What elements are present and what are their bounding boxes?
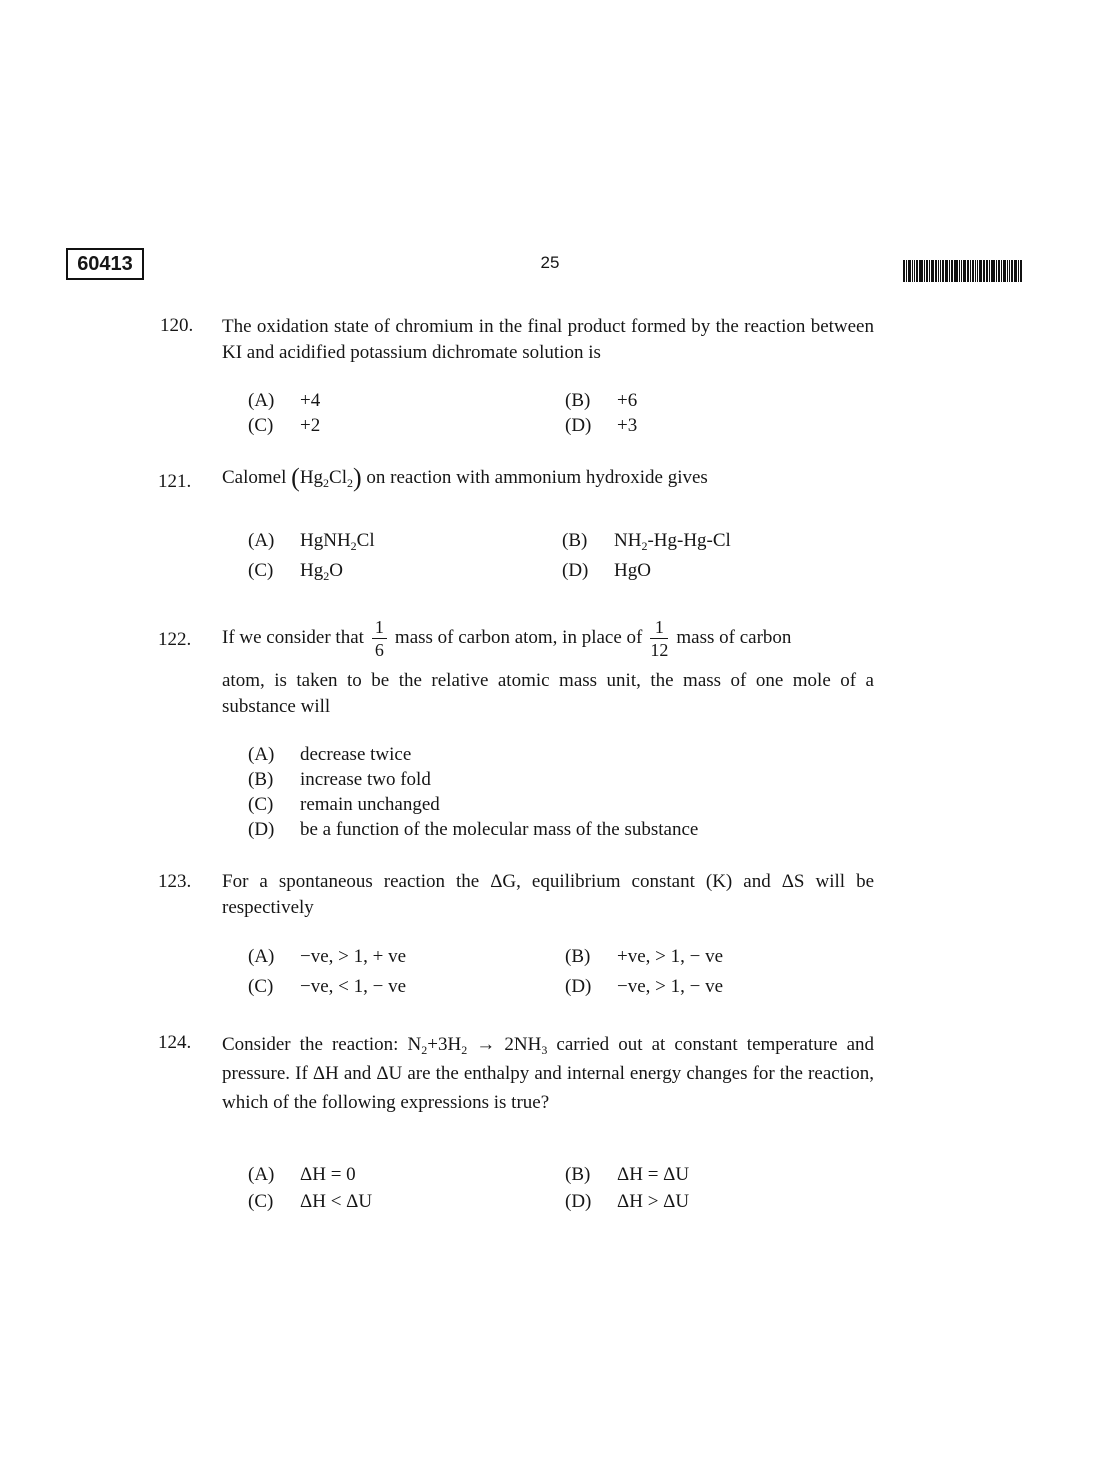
option-text: decrease twice <box>300 744 412 765</box>
option-label: (D) <box>562 560 589 581</box>
question-text-part: Calomel <box>222 467 287 488</box>
barcode-bar <box>931 260 934 282</box>
page-number: 25 <box>540 253 560 272</box>
option-text: +2 <box>300 415 321 436</box>
option-121-c <box>248 560 343 582</box>
barcode-bar <box>1001 260 1002 282</box>
formula-subscript: 2 <box>641 539 648 553</box>
fraction-one-sixth <box>372 616 387 661</box>
fraction-numerator: 1 <box>650 616 668 639</box>
barcode-bar <box>945 260 948 282</box>
option-120-d <box>565 415 637 437</box>
question-text-123: For a spontaneous reaction the ΔG, equilibrium constant (K) and ΔS will be respectively <box>222 871 874 918</box>
option-124-c <box>248 1191 372 1213</box>
option-label: (C) <box>248 560 274 581</box>
barcode-bar <box>967 260 969 282</box>
option-123-b <box>565 946 723 968</box>
formula-text: -Hg-Hg-Cl <box>647 530 731 551</box>
barcode-bar <box>951 260 953 282</box>
option-label: (A) <box>248 744 275 765</box>
barcode-bar <box>919 260 923 282</box>
question-number-123: 123. <box>158 871 192 892</box>
eq-subscript: 2 <box>421 1043 428 1057</box>
barcode-bar <box>986 260 988 282</box>
formula-subscript: 2 <box>323 476 330 490</box>
barcode-bar <box>929 260 930 282</box>
option-text: +6 <box>617 390 638 411</box>
eq-subscript: 3 <box>541 1043 548 1057</box>
barcode-bar <box>963 260 966 282</box>
barcode-bar <box>935 260 937 282</box>
option-123-d <box>565 976 723 998</box>
formula-element: Hg <box>299 467 324 488</box>
option-label: (C) <box>248 976 274 997</box>
option-text: +ve, > 1, − ve <box>617 946 724 967</box>
barcode-bar <box>903 260 905 282</box>
option-label: (D) <box>565 415 592 436</box>
reaction-equation <box>408 1034 548 1055</box>
formula-text: HgNH <box>300 530 351 551</box>
question-text-part: mass of carbon atom, in place of <box>394 626 643 648</box>
barcode-bar <box>1007 260 1008 282</box>
option-label: (C) <box>248 1191 274 1212</box>
option-label: (B) <box>565 390 591 411</box>
barcode-bar <box>991 260 995 282</box>
formula-text: Hg <box>300 560 324 581</box>
option-label: (A) <box>248 946 275 967</box>
barcode-bar <box>906 260 907 282</box>
option-label: (B) <box>565 1164 591 1185</box>
barcode-bar <box>1018 260 1019 282</box>
barcode-bar <box>1011 260 1013 282</box>
option-124-d <box>565 1191 689 1213</box>
option-label: (A) <box>248 530 275 551</box>
option-label: (D) <box>565 976 592 997</box>
option-124-b <box>565 1164 689 1186</box>
barcode-bar <box>914 260 915 282</box>
barcode-bar <box>970 260 971 282</box>
barcode-bar <box>908 260 911 282</box>
option-text: ΔH = 0 <box>300 1164 356 1185</box>
option-121-a <box>248 530 375 552</box>
option-label: (A) <box>248 1164 275 1185</box>
option-text: −ve, < 1, − ve <box>300 976 407 997</box>
option-label: (A) <box>248 390 275 411</box>
option-text: remain unchanged <box>300 794 440 815</box>
question-number-124: 124. <box>158 1032 192 1053</box>
barcode-image <box>903 260 1035 282</box>
option-121-b <box>562 530 731 552</box>
barcode-bar <box>996 260 997 282</box>
paper-code-box: 60413 <box>66 248 144 280</box>
option-text: −ve, > 1, − ve <box>617 976 724 997</box>
question-text-124 <box>222 1030 874 1117</box>
eq-subscript: 2 <box>461 1043 468 1057</box>
barcode-bar <box>912 260 913 282</box>
question-text-121 <box>222 465 882 491</box>
option-label: (B) <box>565 946 591 967</box>
question-text-120: The oxidation state of chromium in the final product formed by the reaction between KI and acidified potassium dichromate solution is <box>222 316 874 363</box>
option-123-c <box>248 976 406 998</box>
option-text: increase two fold <box>300 769 431 790</box>
eq-part: +3H <box>427 1034 462 1055</box>
barcode-bar <box>979 260 982 282</box>
barcode-bar <box>989 260 990 282</box>
formula-subscript: 2 <box>323 569 330 583</box>
fraction-denominator: 6 <box>374 640 384 660</box>
barcode-bar <box>940 260 941 282</box>
barcode-bar <box>983 260 985 282</box>
option-label: (C) <box>248 415 274 436</box>
barcode-bar <box>938 260 939 282</box>
option-label: (B) <box>248 769 274 790</box>
option-120-b <box>565 390 637 412</box>
barcode-bar <box>972 260 974 282</box>
barcode-bar <box>916 260 918 282</box>
formula-text: Cl <box>356 530 375 551</box>
question-text-part: mass of carbon <box>676 626 792 648</box>
formula-paren: ( <box>291 463 300 492</box>
barcode-bar <box>998 260 1000 282</box>
option-122-d <box>248 819 698 841</box>
formula-text: HgO <box>614 560 651 581</box>
option-122-b <box>248 769 431 791</box>
eq-part: → 2NH <box>467 1034 542 1055</box>
barcode-bar <box>1014 260 1017 282</box>
question-number-121: 121. <box>158 471 192 492</box>
option-label: (C) <box>248 794 274 815</box>
formula-paren: ) <box>353 463 362 492</box>
option-121-d <box>562 560 651 582</box>
question-number-122: 122. <box>158 629 192 650</box>
barcode-bar <box>926 260 928 282</box>
option-text: ΔH = ΔU <box>617 1164 690 1185</box>
option-122-a <box>248 744 411 766</box>
option-122-c <box>248 794 440 816</box>
option-123-a <box>248 946 406 968</box>
question-number-120: 120. <box>160 315 194 336</box>
option-text: be a function of the molecular mass of the substance <box>300 819 699 840</box>
barcode-bar <box>954 260 958 282</box>
option-text: ΔH < ΔU <box>300 1191 373 1212</box>
option-text: ΔH > ΔU <box>617 1191 690 1212</box>
barcode-bar <box>977 260 978 282</box>
barcode-bar <box>924 260 925 282</box>
option-text: +4 <box>300 390 321 411</box>
question-text-122-rest: atom, is taken to be the relative atomic mass unit, the mass of one mole of a substance will <box>222 670 874 717</box>
option-text: +3 <box>617 415 638 436</box>
option-text: −ve, > 1, + ve <box>300 946 407 967</box>
barcode-bar <box>959 260 960 282</box>
barcode-bar <box>975 260 976 282</box>
question-text-122-line1 <box>222 616 882 661</box>
fraction-numerator: 1 <box>372 616 387 639</box>
barcode-bar <box>1003 260 1006 282</box>
question-text-part: carried out at constant temperature and pressure. If ΔH and ΔU are the enthalpy and internal energy changes for the reaction, which of the following expressions is true? <box>222 1034 875 1113</box>
option-label: (B) <box>562 530 588 551</box>
formula-element: Cl <box>329 467 347 488</box>
fraction-one-twelfth <box>650 616 668 661</box>
barcode-bar <box>949 260 950 282</box>
formula-subscript: 2 <box>350 539 357 553</box>
option-124-a <box>248 1164 356 1186</box>
question-text-part: If we consider that <box>222 626 364 648</box>
option-label: (D) <box>248 819 275 840</box>
option-120-c <box>248 415 320 437</box>
barcode-bar <box>961 260 962 282</box>
fraction-denominator: 12 <box>650 640 669 660</box>
eq-part: N <box>407 1034 422 1055</box>
question-text-part: Consider the reaction: <box>222 1034 399 1055</box>
barcode-bar <box>942 260 944 282</box>
formula-subscript: 2 <box>347 476 353 490</box>
formula-text: NH <box>614 530 642 551</box>
question-text-part: on reaction with ammonium hydroxide gives <box>366 467 708 488</box>
barcode-bar <box>1020 260 1022 282</box>
option-120-a <box>248 390 320 412</box>
formula-text: O <box>329 560 343 581</box>
barcode-bar <box>1009 260 1010 282</box>
option-label: (D) <box>565 1191 592 1212</box>
